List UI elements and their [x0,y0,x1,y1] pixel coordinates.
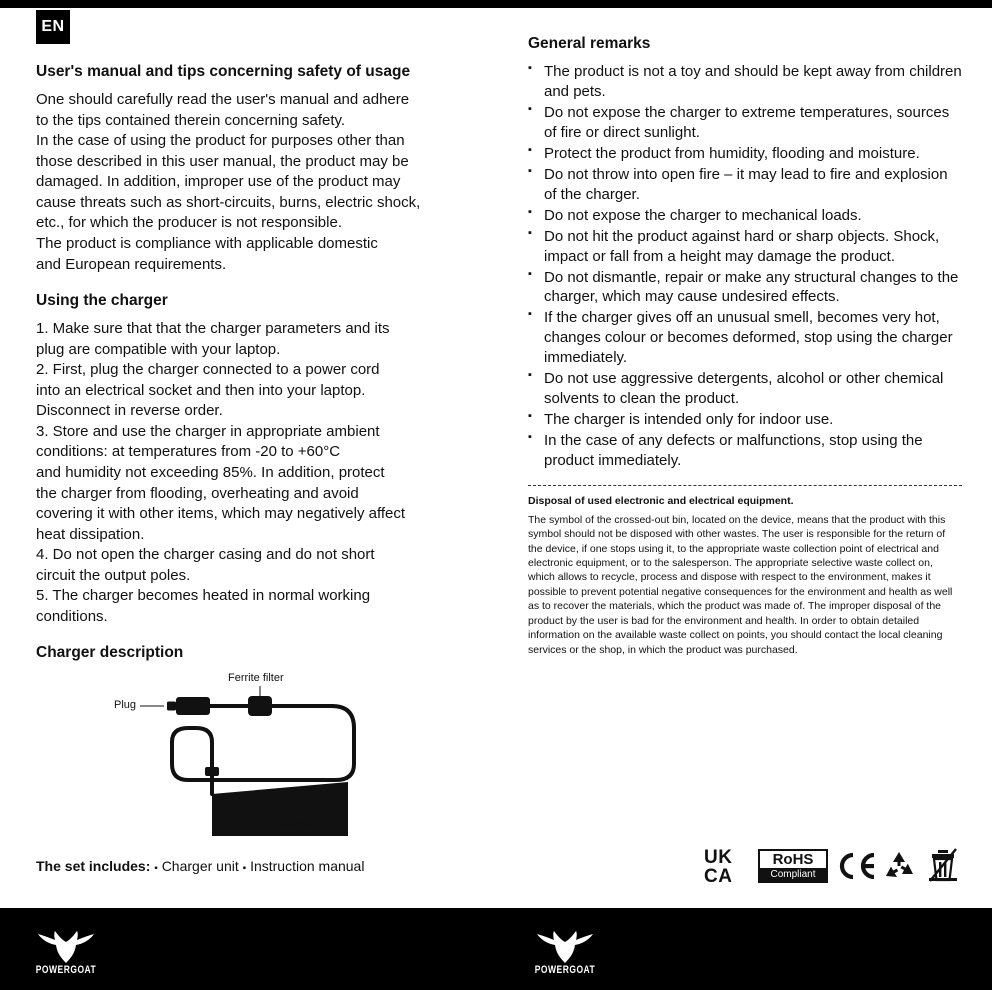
bullet-square-icon: ▪ [154,863,158,874]
ce-mark [836,851,876,886]
ukca-line-1: UK [704,847,733,868]
section-divider [528,485,962,486]
manual-title: User's manual and tips concerning safety of usage [36,63,411,80]
brand-logo [523,922,607,978]
goat-head-icon [35,930,97,964]
rohs-line-1: RoHS [772,851,814,868]
recycle-icon [882,849,916,886]
list-item: ▪ The product is not a toy and should be kept away from children and pets. [528,62,962,102]
diagram-label-charger: Charger [274,817,314,830]
disposal-text: The symbol of the crossed-out bin, located on the device, means that the product with this symbol should not be disposed with other wastes. The user is responsible for the return of the device, if one stops using it, to the appropriate waste collection point of electrical and electronic equipment, or to the salesperson. The appropriate selective waste collect on, which allows to recycle, process and dispose with respect to the environment, makes it possible to prevent potential negative consequences for the environment and health as well as to recover the materials, which the product was made of. The improper disposal of the product by the user is bad for the environment and health. In order to obtain detailed information on the available waste collect on points, you should contact the local cleaning services or the shop, in which the product was purchased. [528,513,953,656]
set-includes-item: Instruction manual [250,858,365,874]
charger-diagram-drawing [36,672,476,862]
ukca-line-2: CA [704,866,733,888]
list-item: ▪ Do not expose the charger to mechanical loads. [528,206,962,226]
intro-line: damaged. In addition, improper use of the product may [36,173,401,191]
list-item: ▪ Do not hit the product against hard or sharp objects. Shock, impact or fall from a height may damage the product. [528,227,962,267]
crossed-out-bin-icon [928,848,958,887]
rohs-line-2: Compliant [760,868,826,881]
list-item: ▪ Protect the product from humidity, flooding and moisture. [528,144,962,164]
charger-diagram [36,672,476,862]
charger-description-title: Charger description [36,644,184,662]
intro-line: and European requirements. [36,255,227,273]
brand-logo [24,922,108,978]
rohs-mark [758,849,828,883]
list-item: ▪ Do not dismantle, repair or make any structural changes to the charger, which may cause undesired effects. [528,268,962,308]
list-item: ▪ Do not use aggressive detergents, alcohol or other chemical solvents to clean the product. [528,369,962,409]
diagram-label-ferrite: Ferrite filter [228,671,284,684]
intro-line: those described in this user manual, the product may be [36,152,409,170]
set-includes-item: Charger unit [161,858,239,874]
step-line: the charger from flooding, overheating and avoid [36,484,359,502]
set-includes [36,857,364,875]
ukca-mark [704,848,732,887]
goat-head-icon [534,930,596,964]
step-line: Disconnect in reverse order. [36,402,223,420]
step-line: 3. Store and use the charger in appropriate ambient [36,422,380,440]
step-line: covering it with other items, which may negatively affect [36,505,406,523]
diagram-label-plug: Plug [114,698,137,711]
bullet-square-icon: ▪ [242,863,247,874]
brand-name: POWERGOAT [534,962,596,976]
set-includes-label: The set includes: [36,858,151,874]
intro-line: etc., for which the producer is not responsible. [36,214,342,232]
step-line: conditions. [36,607,108,625]
step-line: and humidity not exceeding 85%. In addition, protect [36,464,385,482]
left-column [36,62,476,862]
intro-line: to the tips contained therein concerning safety. [36,111,346,129]
step-line: 4. Do not open the charger casing and do not short [36,546,375,564]
step-line: conditions: at temperatures from -20 to +60°C [36,443,341,461]
right-column [528,34,962,657]
intro-line: In the case of using the product for purposes other than [36,132,405,150]
using-charger-title: Using the charger [36,292,168,310]
step-line: 1. Make sure that that the charger parameters and its [36,320,390,338]
step-line: 5. The charger becomes heated in normal working [36,587,371,605]
intro-line: cause threats such as short-circuits, burns, electric shock, [36,193,421,211]
list-item: ▪ In the case of any defects or malfunctions, stop using the product immediately. [528,431,962,471]
top-black-band-right [500,0,992,8]
bottom-black-band [0,908,992,990]
step-line: into an electrical socket and then into your laptop. [36,381,366,399]
intro-line: The product is compliance with applicable domestic [36,234,378,252]
general-remarks-title: General remarks [528,35,651,52]
step-line: circuit the output poles. [36,566,191,584]
list-item: ▪ If the charger gives off an unusual smell, becomes very hot, changes colour or becomes deformed, stop using the charger immediately. [528,308,962,368]
list-item: ▪ The charger is intended only for indoor use. [528,410,962,430]
intro-paragraph [36,90,476,275]
step-line: 2. First, plug the charger connected to a power cord [36,361,380,379]
step-line: heat dissipation. [36,525,145,543]
list-item: ▪ Do not throw into open fire – it may lead to fire and explosion of the charger. [528,165,962,205]
using-charger-steps [36,319,476,627]
step-line: plug are compatible with your laptop. [36,340,281,358]
brand-name: POWERGOAT [35,962,97,976]
intro-line: One should carefully read the user's manual and adhere [36,91,410,109]
certification-marks [700,845,962,895]
top-black-band-left [0,0,500,8]
disposal-title: Disposal of used electronic and electrical equipment. [528,494,794,507]
list-item: ▪ Do not expose the charger to extreme temperatures, sources of fire or direct sunlight. [528,103,962,143]
general-remarks-list [528,62,962,471]
language-badge: EN [36,10,70,44]
